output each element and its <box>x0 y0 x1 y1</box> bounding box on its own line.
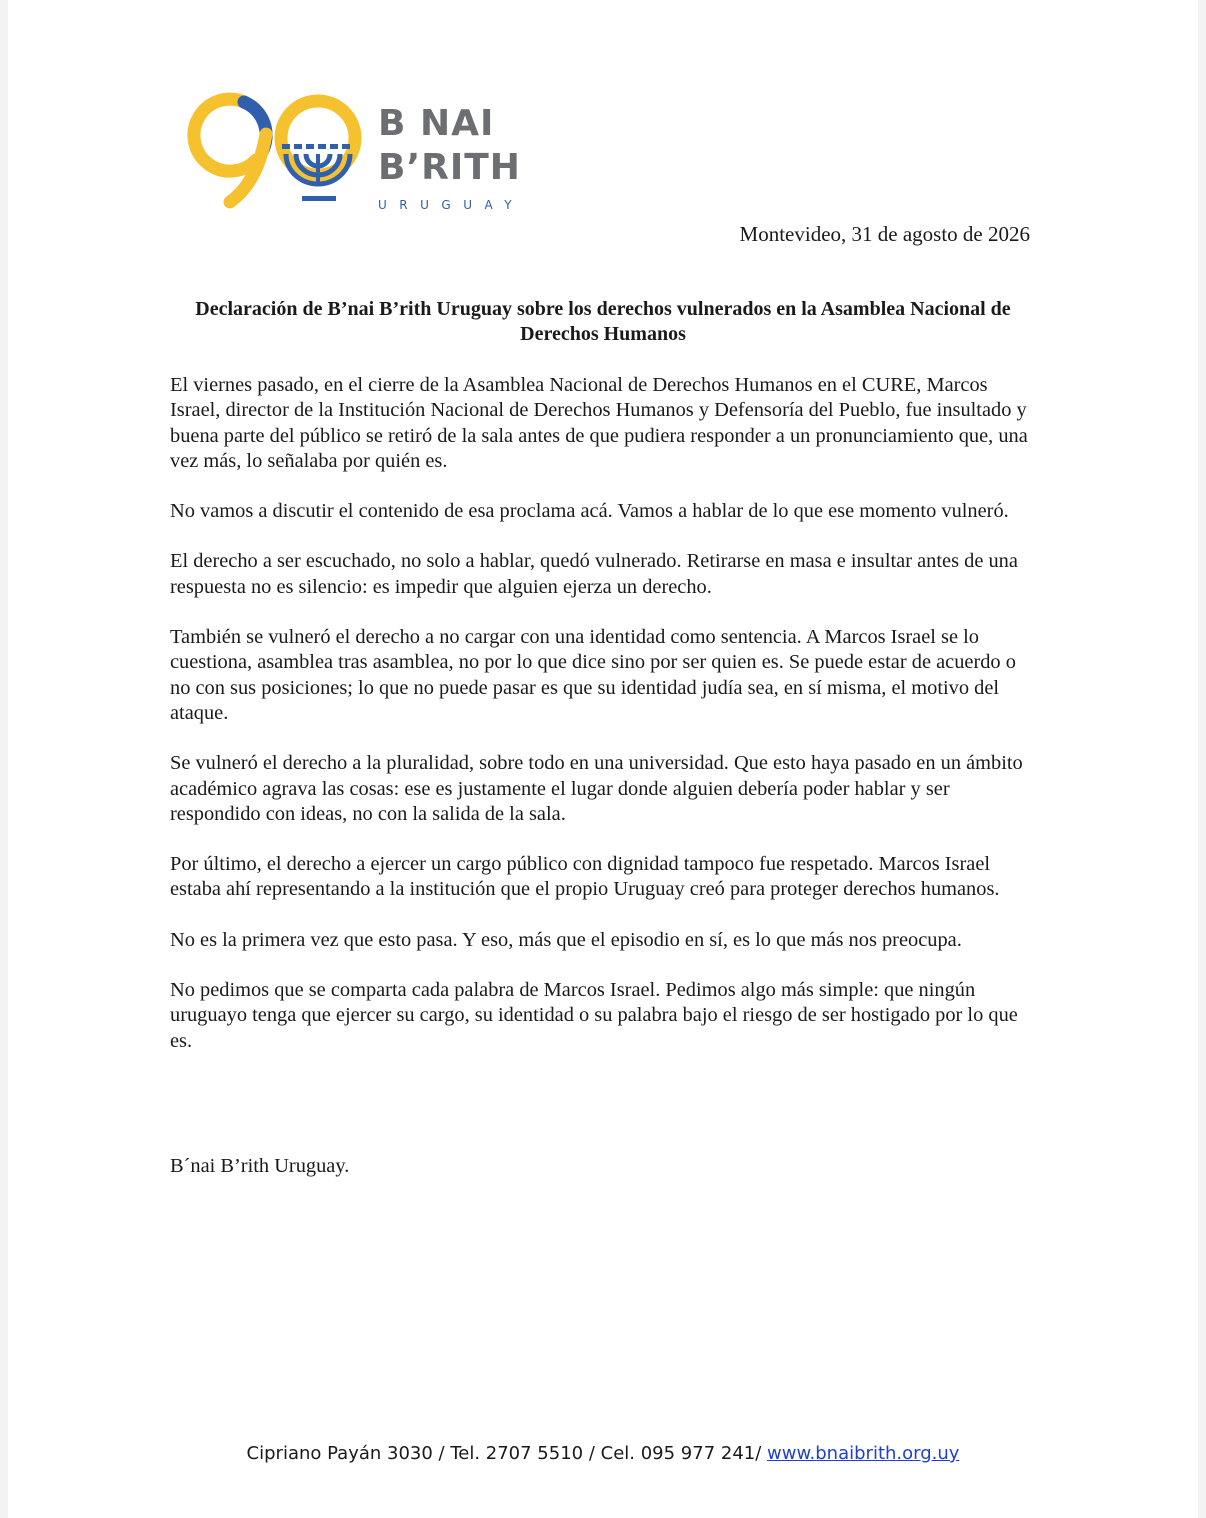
footer-address: Cipriano Payán 3030 / Tel. 2707 5510 / Cel. 095 977 241/ <box>246 1443 768 1464</box>
website-link[interactable]: www.bnaibrith.org.uy <box>767 1443 960 1464</box>
paragraph: El viernes pasado, en el cierre de la Asamblea Nacional de Derechos Humanos en el CURE, Marcos Israel, director de la Institución Nacional de Derechos Humanos y Defensoría del Pueblo, fue insultado y buena parte del público se retiró de la sala antes de que pudiera responder a un pronunciamiento que, una vez más, lo señalaba por quién es. <box>170 374 1028 472</box>
paragraph: No pedimos que se comparta cada palabra de Marcos Israel. Pedimos algo más simple: que ningún uruguayo tenga que ejercer su cargo, su identidad o su palabra bajo el riesgo de ser hostigado por lo que es. <box>170 979 1018 1052</box>
logo-line-2: B’RITH <box>378 147 521 188</box>
paragraph: No vamos a discutir el contenido de esa proclama acá. Vamos a hablar de lo que ese momento vulneró. <box>170 500 1009 523</box>
document-body <box>170 373 1038 1079</box>
document-date: Montevideo, 31 de agosto de 2026 <box>739 222 1030 246</box>
logo-line-1: B NAI <box>378 103 495 144</box>
document-title: Declaración de B’nai B’rith Uruguay sobre los derechos vulnerados en la Asamblea Nacional de Derechos Humanos <box>195 298 1011 345</box>
paragraph: Se vulneró el derecho a la pluralidad, sobre todo en una universidad. Que esto haya pasado en un ámbito académico agrava las cosas: ese es justamente el lugar donde alguien debería poder hablar y ser respondido con ideas, no con la salida de la sala. <box>170 752 1023 825</box>
ninety-menorah-emblem-icon <box>186 92 366 210</box>
footer-contact <box>8 1443 1198 1464</box>
paragraph: El derecho a ser escuchado, no solo a hablar, quedó vulnerado. Retirarse en masa e insultar antes de una respuesta no es silencio: es impedir que alguien ejerza un derecho. <box>170 550 1018 598</box>
paragraph: No es la primera vez que esto pasa. Y eso, más que el episodio en sí, es lo que más nos preocupa. <box>170 928 962 951</box>
document-page <box>8 0 1198 1518</box>
paragraph: También se vulneró el derecho a no cargar con una identidad como sentencia. A Marcos Israel se lo cuestiona, asamblea tras asamblea, no por lo que dice sino por ser quien es. Se puede estar de acuerdo o no con sus posiciones; lo que no puede pasar es que su identidad judía sea, en sí misma, el motivo del ataque. <box>170 626 1016 724</box>
paragraph: Por último, el derecho a ejercer un cargo público con dignidad tampoco fue respetado. Marcos Israel estaba ahí representando a la institución que el propio Uruguay creó para proteger derechos humanos. <box>170 853 1000 901</box>
signature: B´nai B’rith Uruguay. <box>170 1155 350 1177</box>
logo-wordmark <box>378 102 525 212</box>
logo-subtitle: URUGUAY <box>378 198 525 212</box>
bnai-brith-logo <box>186 92 536 210</box>
